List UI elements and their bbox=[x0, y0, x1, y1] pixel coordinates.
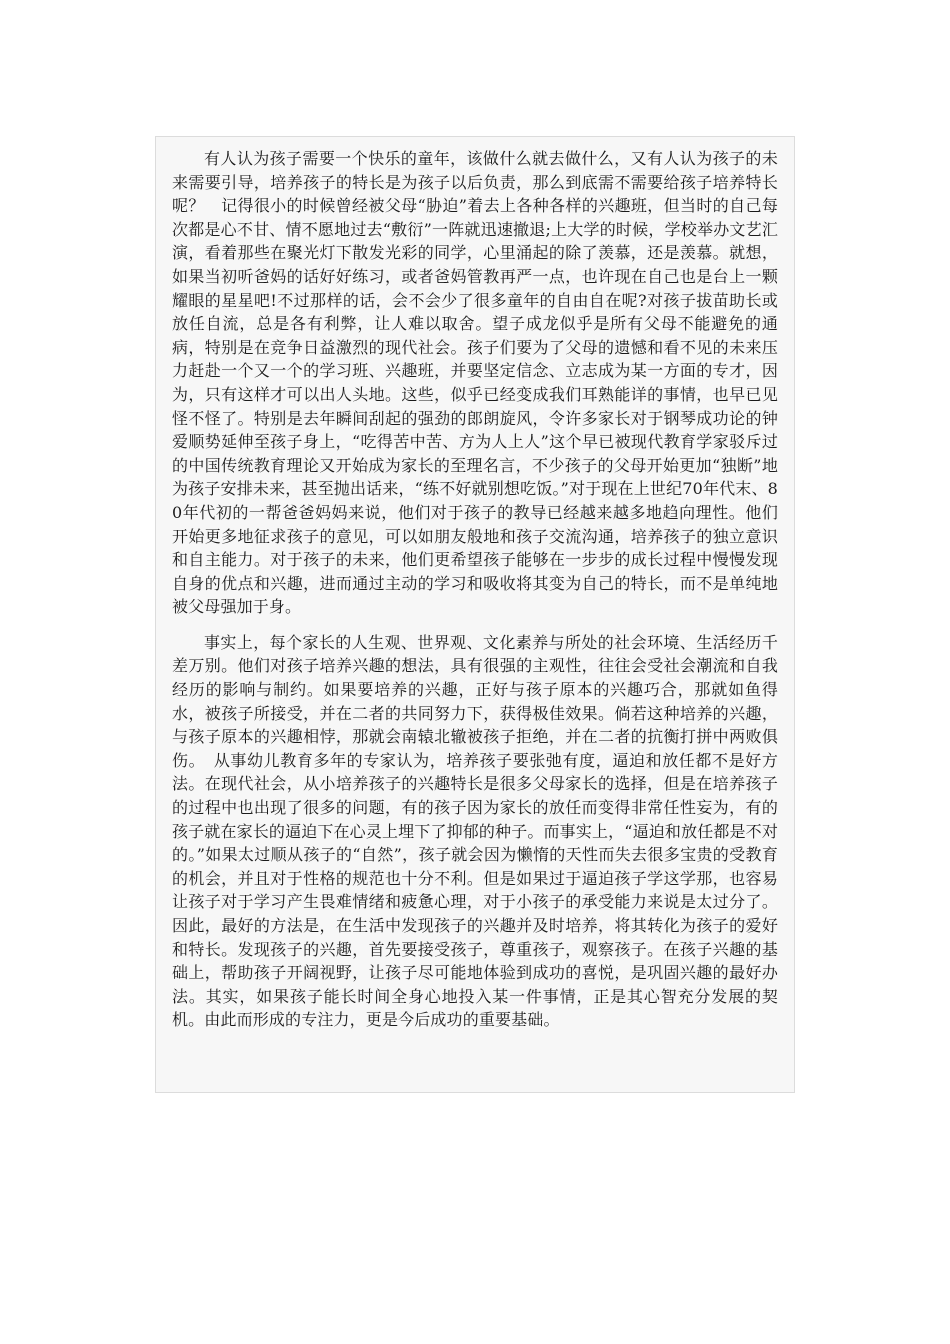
article-body bbox=[155, 136, 795, 1093]
paragraph-2: 事实上，每个家长的人生观、世界观、文化素养与所处的社会环境、生活经历千差万别。他们对孩子培养兴趣的想法，具有很强的主观性，往往会受社会潮流和自我经历的影响与制约。如果要培养的兴趣，正好与孩子原本的兴趣巧合，那就如鱼得水，被孩子所接受，并在二者的共同努力下，获得极佳效果。倘若这种培养的兴趣，与孩子原本的兴趣相悖，那就会南辕北辙被孩子拒绝，并在二者的抗衡打拼中两败俱伤。 从事幼儿教育多年的专家认为，培养孩子要张弛有度，逼迫和放任都不是好方法。在现代社会，从小培养孩子的兴趣特长是很多父母家长的选择，但是在培养孩子的过程中也出现了很多的问题，有的孩子因为家长的放任而变得非常任性妄为，有的孩子就在家长的逼迫下在心灵上埋下了抑郁的种子。而事实上，“逼迫和放任都是不对的。”如果太过顺从孩子的“自然”，孩子就会因为懒惰的天性而失去很多宝贵的受教育的机会，并且对于性格的规范也十分不利。但是如果过于逼迫孩子学这学那，也容易让孩子对于学习产生畏难情绪和疲惫心理，对于小孩子的承受能力来说是太过分了。因此，最好的方法是，在生活中发现孩子的兴趣并及时培养，将其转化为孩子的爱好和特长。发现孩子的兴趣，首先要接受孩子，尊重孩子，观察孩子。在孩子兴趣的基础上，帮助孩子开阔视野，让孩子尽可能地体验到成功的喜悦，是巩固兴趣的最好办法。其实，如果孩子能长时间全身心地投入某一件事情，正是其心智充分发展的契机。由此而形成的专注力，更是今后成功的重要基础。 bbox=[172, 632, 778, 1030]
paragraph-1: 有人认为孩子需要一个快乐的童年，该做什么就去做什么，又有人认为孩子的未来需要引导，培养孩子的特长是为孩子以后负责，那么到底需不需要给孩子培养特长呢？ 记得很小的时候曾经被父母“胁迫”着去上各种各样的兴趣班，但当时的自己每次都是心不甘、情不愿地过去“敷衍”一阵就迅速撤退;上大学的时候，学校举办文艺汇演，看着那些在聚光灯下散发光彩的同学，心里涌起的除了羡慕，还是羡慕。就想，如果当初听爸妈的话好好练习，或者爸妈管教再严一点，也许现在自己也是台上一颗耀眼的星星吧!不过那样的话，会不会少了很多童年的自由自在呢?对孩子拔苗助长或放任自流，总是各有利弊，让人难以取舍。望子成龙似乎是所有父母不能避免的通病，特别是在竞争日益激烈的现代社会。孩子们要为了父母的遗憾和看不见的未来压力赶赴一个又一个的学习班、兴趣班，并要坚定信念、立志成为某一方面的专才，因为，只有这样才可以出人头地。这些，似乎已经变成我们耳熟能详的事情，也早已见怪不怪了。特别是去年瞬间刮起的强劲的郎朗旋风，令许多家长对于钢琴成功论的钟爱顺势延伸至孩子身上，“吃得苦中苦、方为人上人”这个早已被现代教育学家驳斥过的中国传统教育理论又开始成为家长的至理名言，不少孩子的父母开始更加“独断”地为孩子安排未来，甚至抛出话来，“练不好就别想吃饭。”对于现在上世纪70年代末、80年代初的一帮爸爸妈妈来说，他们对于孩子的教导已经越来越多地趋向理性。他们开始更多地征求孩子的意见，可以如朋友般地和孩子交流沟通，培养孩子的独立意识和自主能力。对于孩子的未来，他们更希望孩子能够在一步步的成长过程中慢慢发现自身的优点和兴趣，进而通过主动的学习和吸收将其变为自己的特长，而不是单纯地被父母强加于身。 bbox=[172, 149, 778, 617]
